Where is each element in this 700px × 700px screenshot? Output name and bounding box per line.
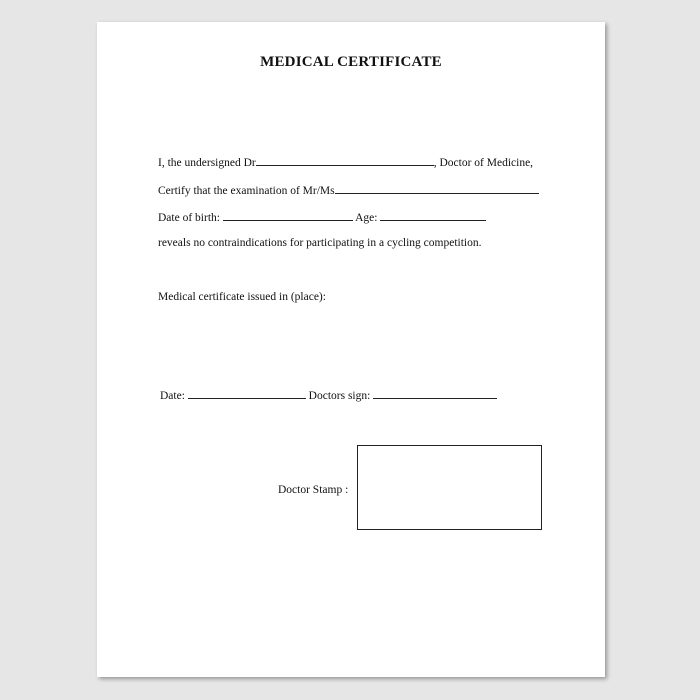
- stamp-label: Doctor Stamp :: [278, 484, 349, 496]
- certificate-page: [97, 22, 605, 677]
- patient-line: [158, 182, 539, 198]
- doctor-label: I, the undersigned Dr: [158, 157, 256, 169]
- certificate-title: MEDICAL CERTIFICATE: [260, 54, 442, 70]
- doctor-stamp-box[interactable]: [357, 445, 542, 530]
- sign-label: Doctors sign:: [308, 390, 371, 402]
- doctor-line: [158, 154, 533, 170]
- doctor-sign-field[interactable]: [373, 387, 497, 399]
- place-line: Medical certificate issued in (place):: [158, 291, 326, 303]
- age-field[interactable]: [380, 209, 486, 221]
- age-label: Age:: [355, 212, 378, 224]
- date-field[interactable]: [188, 387, 306, 399]
- date-sign-line: [160, 387, 497, 403]
- doctor-name-field[interactable]: [256, 154, 434, 166]
- patient-label: Certify that the examination of Mr/Ms: [158, 185, 335, 197]
- birth-age-line: [158, 209, 486, 225]
- statement-line: reveals no contraindications for participating in a cycling competition.: [158, 237, 482, 249]
- date-label: Date:: [160, 390, 185, 402]
- doctor-suffix: , Doctor of Medicine,: [433, 157, 534, 169]
- birth-label: Date of birth:: [158, 212, 220, 224]
- patient-name-field[interactable]: [335, 182, 539, 194]
- birth-date-field[interactable]: [223, 209, 353, 221]
